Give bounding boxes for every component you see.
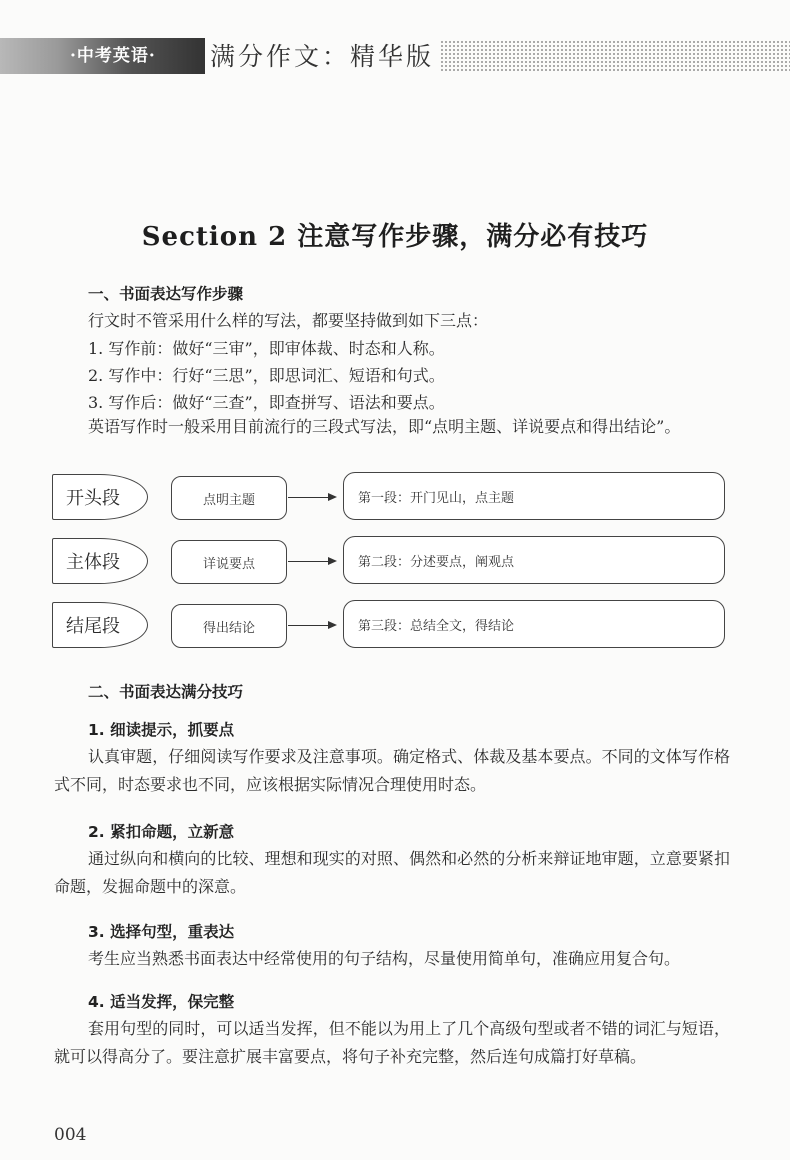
page-number: 004 — [54, 1125, 87, 1145]
step-2: 2. 写作中：行好“三思”，即思词汇、短语和句式。 — [88, 366, 445, 385]
tip-4-title: 4. 适当发挥，保完整 — [88, 993, 235, 1011]
part1-paragraph: 英语写作时一般采用目前流行的三段式写法，即“点明主题、详说要点和得出结论”。 — [88, 417, 681, 436]
arrow-line — [288, 625, 330, 626]
tip-2-text: 通过纵向和横向的比较、理想和现实的对照、偶然和必然的分析来辩证地审题，立意要紧扣命题，发掘命题中的深意。 — [54, 849, 730, 896]
arrow-head-icon — [328, 493, 337, 501]
step-3: 3. 写作后：做好“三查”，即查拼写、语法和要点。 — [88, 393, 445, 412]
arrow-line — [288, 497, 330, 498]
diagram-tag-ending: 结尾段 — [52, 602, 148, 648]
part1-intro: 行文时不管采用什么样的写法，都要坚持做到如下三点： — [88, 311, 489, 330]
tip-1-title: 1. 细读提示，抓要点 — [88, 721, 235, 739]
tip-2-title: 2. 紧扣命题，立新意 — [88, 823, 235, 841]
book-title: 满分作文：精华版 — [210, 42, 435, 71]
diagram-mid-body: 详说要点 — [171, 540, 287, 584]
tip-3-text: 考生应当熟悉书面表达中经常使用的句子结构，尽量使用简单句，准确应用复合句。 — [88, 949, 681, 968]
diagram-tag-opening: 开头段 — [52, 474, 148, 520]
series-tag: ·中考英语· — [70, 46, 156, 66]
part1-heading: 一、书面表达写作步骤 — [88, 285, 244, 303]
tip-4-text: 套用句型的同时，可以适当发挥，但不能以为用上了几个高级句型或者不错的词汇与短语，就可以得高分了。要注意扩展丰富要点，将句子补充完整，然后连句成篇打好草稿。 — [54, 1019, 730, 1066]
arrow-head-icon — [328, 557, 337, 565]
header-dot-pattern — [440, 40, 790, 72]
arrow-head-icon — [328, 621, 337, 629]
diagram-mid-ending: 得出结论 — [171, 604, 287, 648]
step-1: 1. 写作前：做好“三审”，即审体裁、时态和人称。 — [88, 339, 445, 358]
diagram-desc-body: 第二段：分述要点，阐观点 — [343, 536, 725, 584]
tip-3-title: 3. 选择句型，重表达 — [88, 923, 235, 941]
diagram-desc-opening: 第一段：开门见山，点主题 — [343, 472, 725, 520]
diagram-tag-body: 主体段 — [52, 538, 148, 584]
part2-heading: 二、书面表达满分技巧 — [88, 683, 244, 701]
diagram-mid-opening: 点明主题 — [171, 476, 287, 520]
arrow-line — [288, 561, 330, 562]
tip-1-text: 认真审题，仔细阅读写作要求及注意事项。确定格式、体裁及基本要点。不同的文体写作格式不同，时态要求也不同，应该根据实际情况合理使用时态。 — [54, 747, 730, 794]
diagram-desc-ending: 第三段：总结全文，得结论 — [343, 600, 725, 648]
section-title: Section 2 注意写作步骤，满分必有技巧 — [141, 222, 649, 252]
